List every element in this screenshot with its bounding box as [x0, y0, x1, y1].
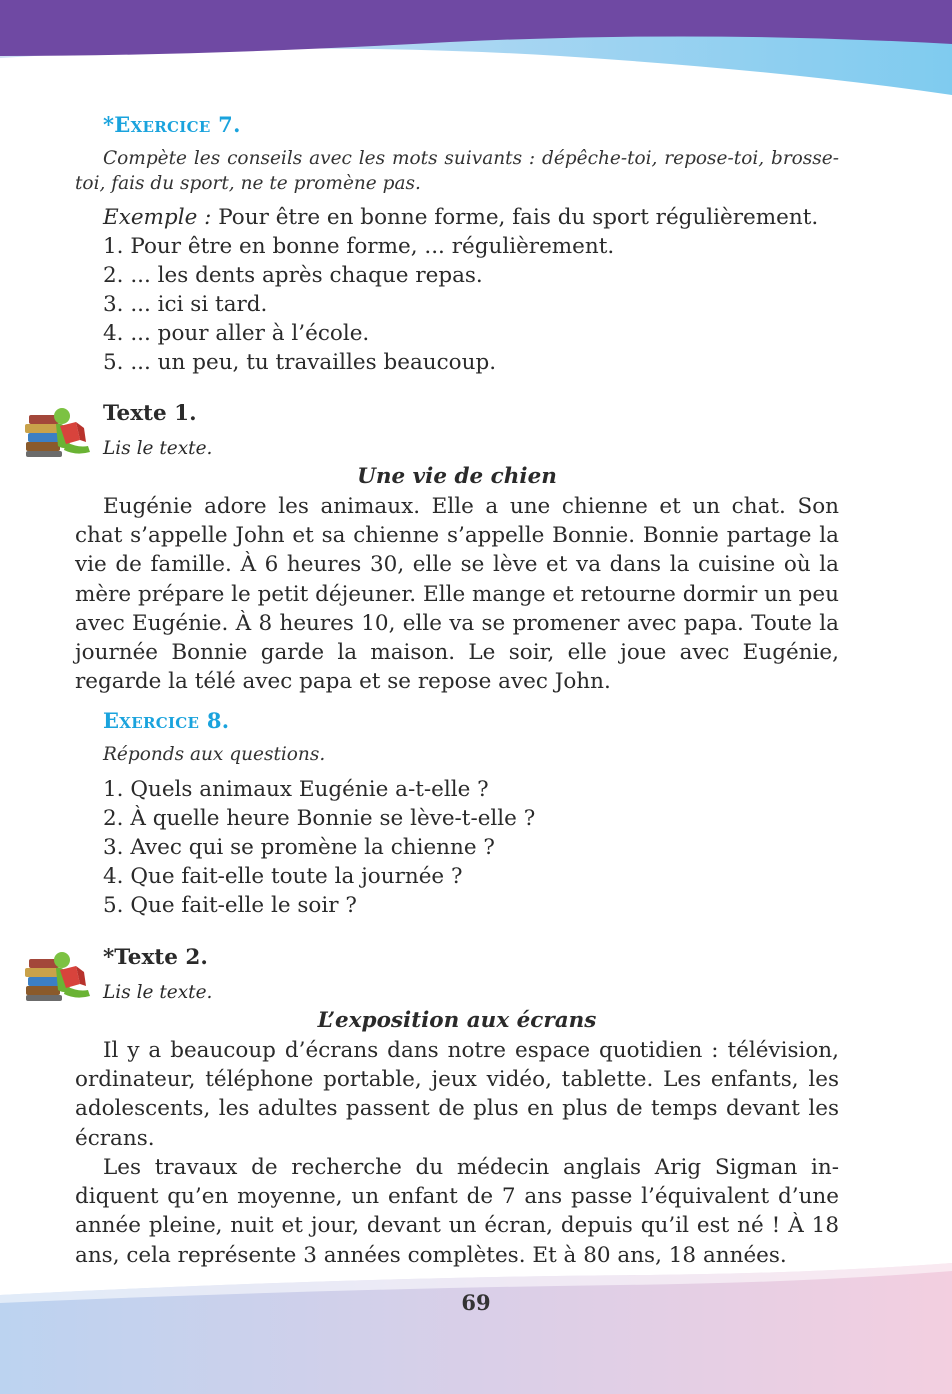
- texte-2-paragraph: Les travaux de recherche du médecin anglais Arig Sigman indiquent qu’en moyenne, un enfant de 7 ans passe l’équivalent d’une année pleine, nuit et jour, devant un écran, depuis qu’il est né ! À 18 ans, cela représente 3 années complètes. Et à 80 ans, 18 années.: [75, 1155, 839, 1268]
- exercise-8-question: 5. Que fait-elle le soir ?: [103, 893, 357, 918]
- page-number: 69: [461, 1290, 491, 1315]
- example-text: Pour être en bonne forme, fais du sport régulièrement.: [211, 205, 819, 230]
- exercise-8-question: 1. Quels animaux Eugénie a-t-elle ?: [103, 777, 489, 802]
- texte-2-title: *Texte 2.: [103, 945, 208, 970]
- texte-1-paragraph: Eugénie adore les animaux. Elle a une chienne et un chat. Son chat s’appelle John et sa chienne s’appelle Bonnie. Bonnie partage la vie de famille. À 6 heures 30, elle se lève et va dans la cuisine où la mère prépare le petit déjeuner. Elle mange et retourne dormir un peu avec Eugénie. À 8 heures 10, elle va se promener avec papa. Toute la journée Bonnie garde la maison. Le soir, elle joue avec Eugénie, regarde la télé avec papa et se repose avec John.: [75, 494, 839, 695]
- exercise-7-example: [103, 203, 818, 232]
- texte-1-title: Texte 1.: [103, 401, 197, 426]
- example-label: Exemple :: [103, 205, 212, 230]
- exercise-7-item: 5. ... un peu, tu travailles beaucoup.: [103, 350, 497, 375]
- exercise-7-item: 1. Pour être en bonne forme, ... régulièrement.: [103, 234, 615, 259]
- texte-2-story-title: L’exposition aux écrans: [317, 1008, 597, 1033]
- reading-figure-books-icon: [24, 402, 96, 462]
- exercise-8-question: 4. Que fait-elle toute la journée ?: [103, 864, 463, 889]
- texte-1-story-title: Une vie de chien: [357, 464, 557, 489]
- texte-2-subtitle: Lis le texte.: [103, 982, 213, 1003]
- exercise-7-title: *Exercice 7.: [103, 112, 241, 137]
- exercise-7-item: 4. ... pour aller à l’école.: [103, 321, 370, 346]
- exercise-7-item: 3. ... ici si tard.: [103, 292, 268, 317]
- exercise-8-question: 2. À quelle heure Bonnie se lève-t-elle ?: [103, 806, 536, 831]
- exercise-8-question: 3. Avec qui se promène la chienne ?: [103, 835, 495, 860]
- texte-1-subtitle: Lis le texte.: [103, 438, 213, 459]
- exercise-7-instruction: Compète les conseils avec les mots suivants : dépêche-toi, repose-toi, brosse-toi, fais du sport, ne te promène pas.: [75, 148, 839, 194]
- reading-figure-books-icon: [24, 946, 96, 1006]
- texte-2-paragraph: Il y a beaucoup d’écrans dans notre espace quotidien : télévision, ordinateur, téléphone portable, jeux vidéo, tablette. Les enfants, les adolescents, les adultes passent de plus en plus de temps devant les écrans.: [75, 1038, 839, 1151]
- exercise-7-item: 2. ... les dents après chaque repas.: [103, 263, 483, 288]
- footer-banner: [0, 1255, 952, 1394]
- exercise-8-title: Exercice 8.: [103, 708, 230, 733]
- header-banner: [0, 0, 952, 110]
- exercise-8-instruction: Réponds aux questions.: [103, 744, 326, 765]
